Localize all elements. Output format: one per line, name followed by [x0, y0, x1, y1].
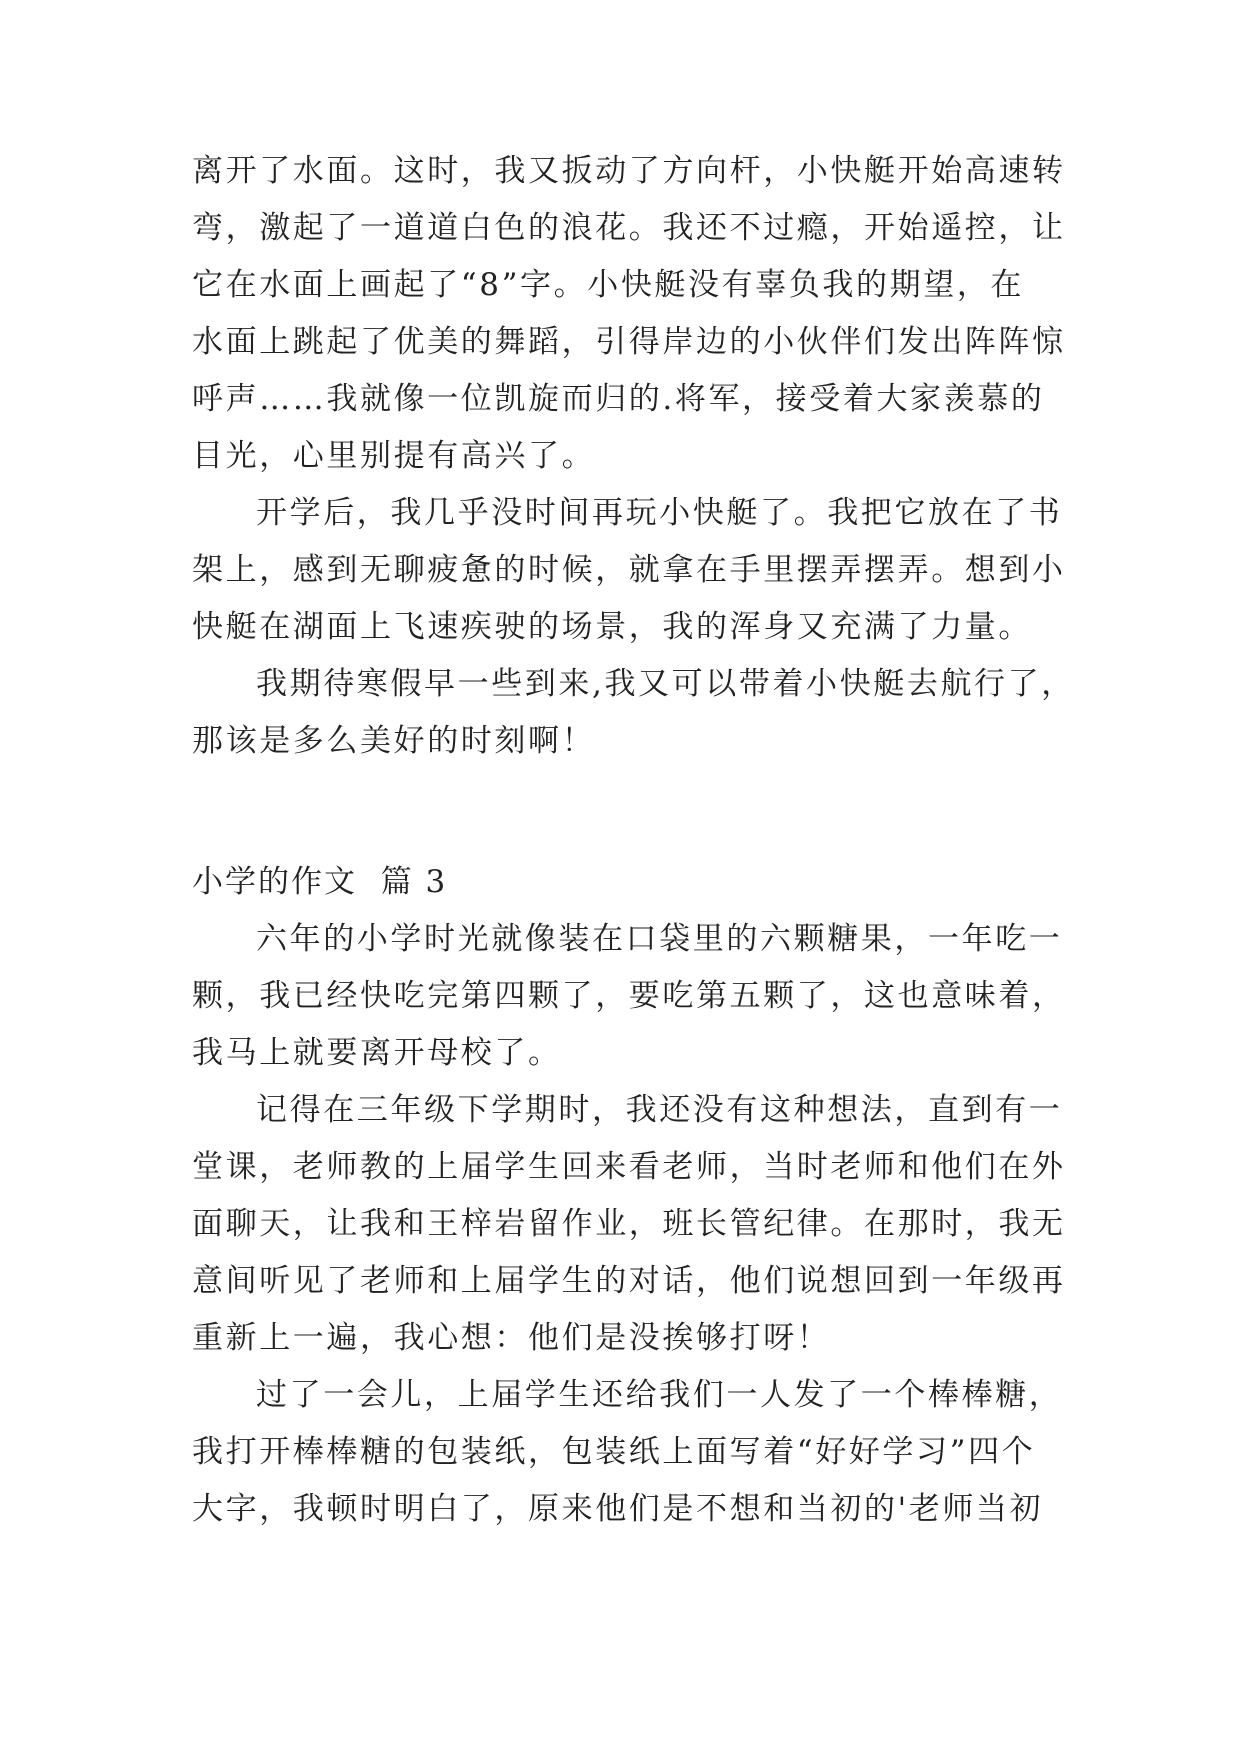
text-line: 目光，心里别提有高兴了。	[192, 438, 596, 474]
text-line: 离开了水面。这时，我又扳动了方向杆，小快艇开始高速转	[192, 153, 1066, 189]
text-line: 记得在三年级下学期时，我还没有这种想法，直到有一	[256, 1092, 1063, 1128]
text-line: 重新上一遍，我心想：他们是没挨够打呀！	[192, 1320, 831, 1356]
essay-continuation	[192, 143, 1075, 770]
text-line: 大字，我顿时明白了，原来他们是不想和当初的'老师当初	[192, 1491, 1044, 1527]
text-line: 颗，我已经快吃完第四颗了，要吃第五颗了，这也意味着，	[192, 978, 1066, 1014]
text-line: 那该是多么美好的时刻啊！	[192, 723, 596, 759]
text-line: 我马上就要离开母校了。	[192, 1035, 562, 1071]
text-line: 呼声……我就像一位凯旋而归的.将军，接受着大家羡慕的	[192, 381, 1045, 417]
text-line: 弯，激起了一道道白色的浪花。我还不过瘾，开始遥控，让	[192, 210, 1066, 246]
text-line: 堂课，老师教的上届学生回来看老师，当时老师和他们在外	[192, 1149, 1066, 1185]
text-line: 开学后，我几乎没时间再玩小快艇了。我把它放在了书	[256, 495, 1063, 531]
text-line: 快艇在湖面上飞速疾驶的场景，我的浑身又充满了力量。	[192, 609, 1032, 645]
text-line: 水面上跳起了优美的舞蹈，引得岸边的小伙伴们发出阵阵惊	[192, 324, 1066, 360]
section-title: 小学的作文 篇 3	[192, 864, 448, 900]
essay-three	[192, 911, 1066, 1538]
text-line: 面聊天，让我和王梓岩留作业，班长管纪律。在那时，我无	[192, 1206, 1066, 1242]
paragraph-after-school	[192, 485, 1066, 656]
paragraph-third-grade	[192, 1082, 1066, 1367]
paragraph-winter-vacation	[192, 656, 1075, 770]
text-line: 六年的小学时光就像装在口袋里的六颗糖果，一年吃一	[256, 921, 1063, 957]
text-line: 我打开棒棒糖的包装纸，包装纸上面写着“好好学习”四个	[192, 1434, 1036, 1470]
text-line: 我期待寒假早一些到来,我又可以带着小快艇去航行了，	[256, 666, 1075, 702]
paragraph-six-candies	[192, 911, 1066, 1082]
text-line: 它在水面上画起了“8”字。小快艇没有辜负我的期望，在	[192, 267, 1025, 303]
paragraph-lollipop	[192, 1367, 1063, 1538]
paragraph-boat-turn	[192, 143, 1066, 485]
text-line: 意间听见了老师和上届学生的对话，他们说想回到一年级再	[192, 1263, 1066, 1299]
text-line: 过了一会儿，上届学生还给我们一人发了一个棒棒糖，	[256, 1377, 1063, 1413]
text-line: 架上，感到无聊疲惫的时候，就拿在手里摆弄摆弄。想到小	[192, 552, 1066, 588]
